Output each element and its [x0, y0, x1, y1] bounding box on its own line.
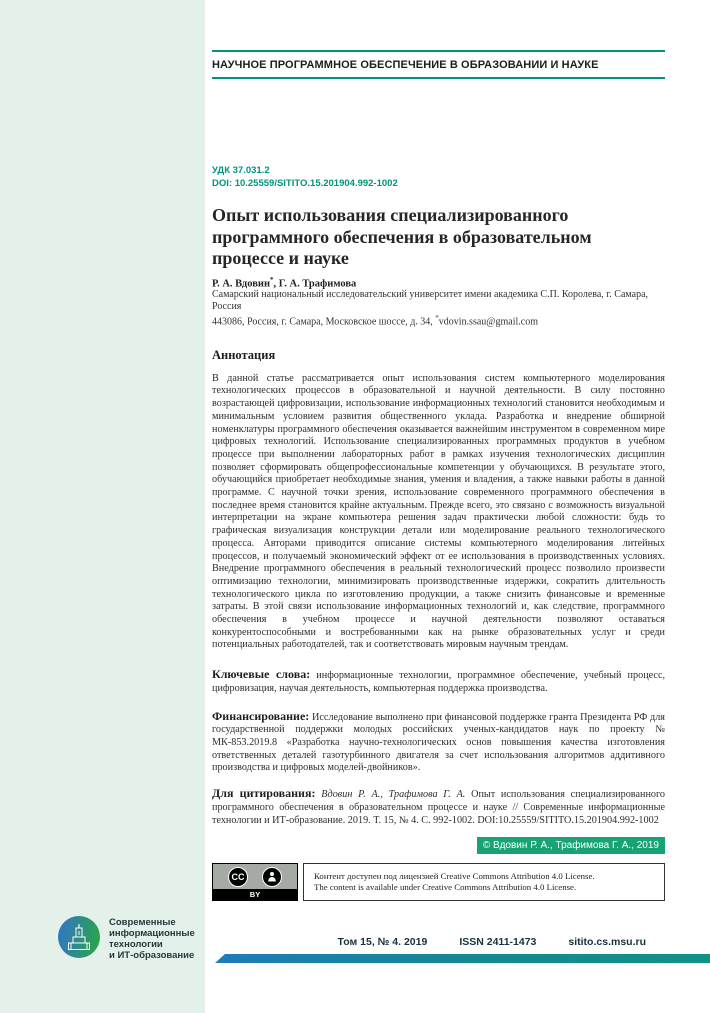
footer-info — [337, 936, 646, 948]
keywords-text: информационные технологии, программное обеспечение, учебный процесс, цифровизация, научая деятельность, компьютерная поддержка производства. — [212, 670, 666, 694]
journal-logo-icon — [58, 916, 100, 958]
author-primary: Р. А. Вдовин — [212, 278, 270, 289]
attribution-person-icon — [262, 867, 282, 887]
article-page-content — [212, 0, 665, 901]
abstract-heading: Аннотация — [212, 347, 276, 362]
cc-by-license-badge[interactable] — [212, 863, 298, 901]
journal-logo — [58, 916, 208, 961]
author-email[interactable]: vdovin.ssau@gmail.com — [438, 315, 538, 327]
citation-paragraph — [212, 787, 665, 827]
section-header — [212, 50, 665, 79]
email-asterisk: * — [435, 313, 439, 322]
license-text-ru: Контент доступен под лицензией Creative Commons Attribution 4.0 License. — [314, 871, 595, 882]
citation-label: Для цитирования: — [212, 786, 316, 801]
author-secondary: , Г. А. Трафимова — [273, 278, 357, 289]
article-meta — [212, 165, 665, 190]
citation-authors: Вдовин Р. А., Трафимова Г. А. — [321, 789, 466, 801]
keywords-paragraph — [212, 668, 665, 695]
affiliation: Самарский национальный исследовательский университет имени академика С.П. Королева, г. Самара, Россия — [212, 289, 649, 312]
funding-label: Финансирование: — [212, 708, 310, 723]
copyright-row — [212, 835, 665, 854]
article-title: Опыт использования специализированного программного обеспечения в образовательном процессе и науке — [212, 205, 592, 268]
doi-code: DOI: 10.25559/SITITO.15.201904.992-1002 — [212, 177, 398, 189]
footer-issn: ISSN 2411-1473 — [459, 936, 537, 948]
footer-gradient-bar — [215, 954, 710, 963]
abstract-text: В данной статье рассматривается опыт использования систем компьютерного моделирования технологических процессов в образовательной и научной деятельности. В силу постоянно возрастающей цифровизации, использование информационных технологий становится необходимым и минимальным условием развития общественного уклада. Разработка и внедрение обширной номенклатуры программного обеспечения оказывается важнейшим инструментом в современном мире цифровых технологий. Использование специализированных программных продуктов в учебном процессе при выполнении лабораторных работ в рамках изучения технологических дисциплин позволяет сформировать общепрофессиональные компетенции у обучающихся. В результате этого, обучающийся приобретает необходимые знания, умения и владения, а также навыки работы в данной программе. С научной точки зрения, использование современного программного обеспечения в последнее время становится крайне актуальным. Прежде всего, это связано с возможность визуальной интерпретации на экране компьютера решения задач практически любой сложности: будь то графическая визуализация конструкции детали или моделирование реального технологического процесса. Авторами приводится описание системы компьютерного моделирования литейных процессов, и получаемый экономический эффект от ее использования в производственных условиях. Внедрение программного обеспечения в реальный технологический процесс позволило произвести оптимизацию технологии, минимизировать производственные издержки, сократить длительность технологического цикла по изготовлению продукции, а также снизить финансовые и временные затраты. В этой связи использование информационных технологий и, как следствие, программного обеспечения в учебном процессе и научной деятельности позволяют оставаться конкурентоспособными и востребованными как на рынке образовательных услуг и среди потенциальных работодателей, так и соответствовать мировым научным трендам. — [212, 372, 665, 651]
citation-text: Опыт использования специализированного программного обеспечения в образовательном процессе и науке // Современные информационные технологии и ИТ-образование. 2019. Т. 15, № 4. С. 992-1002. DOI:10.25559/SITITO.15.201904.992-1002 — [212, 789, 666, 826]
footer-website[interactable]: sitito.cs.msu.ru — [568, 936, 646, 948]
license-row — [212, 863, 665, 901]
left-margin-band — [0, 0, 205, 1013]
footer-volume: Том 15, № 4. 2019 — [337, 936, 428, 948]
authors-line — [212, 276, 665, 290]
author-asterisk: * — [270, 275, 274, 284]
cc-icons — [213, 864, 297, 889]
license-text-en: The content is available under Creative Commons Attribution 4.0 License. — [314, 882, 577, 893]
copyright-badge: © Вдовин Р. А., Трафимова Г. А., 2019 — [477, 837, 665, 854]
address-line — [212, 313, 665, 328]
license-text-box — [303, 863, 665, 901]
keywords-label: Ключевые слова: — [212, 667, 311, 682]
funding-paragraph — [212, 710, 665, 776]
udc-code: УДК 37.031.2 — [212, 165, 270, 176]
funding-text: Исследование выполнено при финансовой поддержке гранта Президента РФ для государственной поддержки молодых российских ученых-кандидатов наук по проекту № МК-853.2019.8 «Разработка научно-технологических основ повышения качества изготовления ответственных деталей газотурбинного двигателя за счет использования алгоритмов аддитивного производства и цифровых моделей-двойников». — [212, 711, 665, 774]
postal-address: 443086, Россия, г. Самара, Московское шоссе, д. 34, — [212, 315, 436, 327]
cc-logo-icon: CC — [228, 867, 248, 887]
journal-logo-text: Современные информационные технологии и ИТ-образование — [109, 917, 195, 961]
cc-by-strip: BY — [213, 889, 297, 900]
section-header-label: НАУЧНОЕ ПРОГРАММНОЕ ОБЕСПЕЧЕНИЕ В ОБРАЗОВАНИИ И НАУКЕ — [212, 59, 599, 71]
